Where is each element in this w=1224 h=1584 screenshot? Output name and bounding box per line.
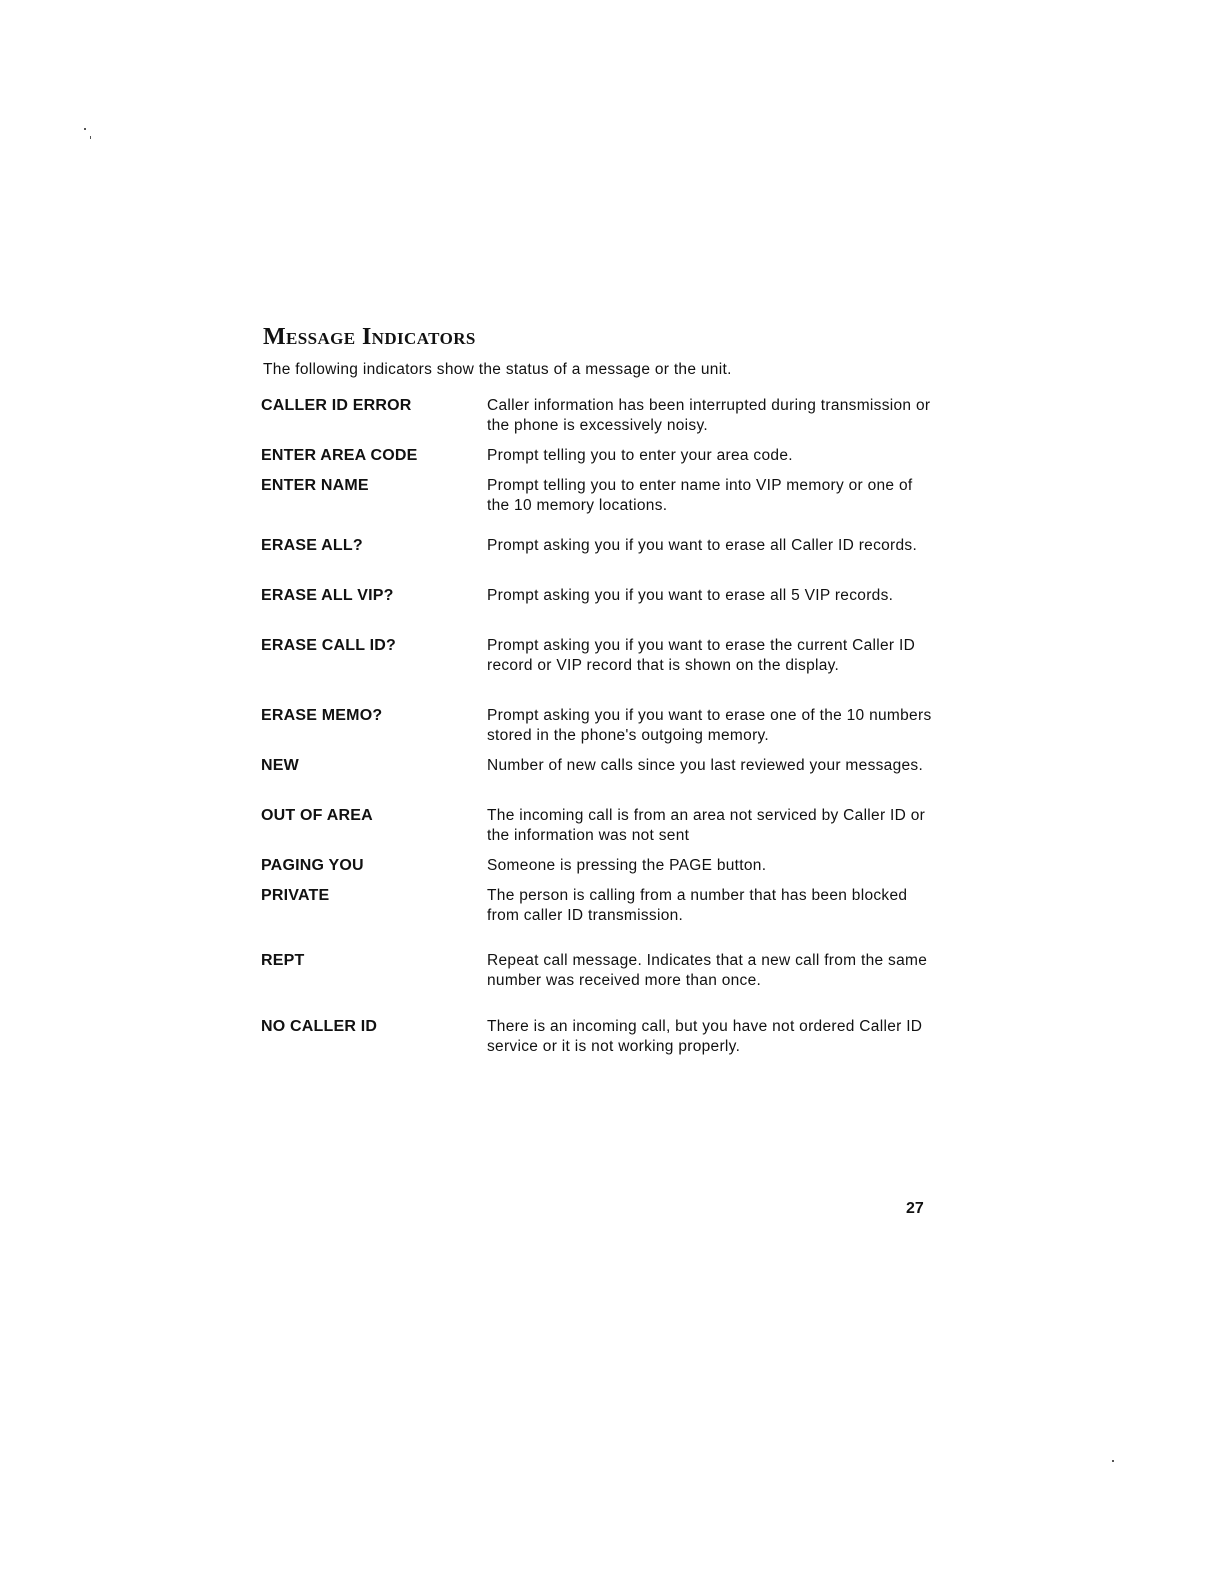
indicator-description: Prompt asking you if you want to erase the current Caller ID record or VIP record that is shown on the display. bbox=[487, 637, 916, 674]
indicator-name: ERASE ALL VIP? bbox=[261, 587, 394, 604]
indicator-name: ERASE CALL ID? bbox=[261, 637, 396, 654]
indicator-name: REPT bbox=[261, 952, 305, 969]
indicator-description: Prompt asking you if you want to erase all Caller ID records. bbox=[487, 537, 918, 554]
indicator-description: Prompt asking you if you want to erase one of the 10 numbers stored in the phone's outgoing memory. bbox=[487, 707, 932, 744]
indicator-name: PAGING YOU bbox=[261, 857, 364, 874]
indicator-description: Prompt telling you to enter name into VIP memory or one of the 10 memory locations. bbox=[487, 477, 913, 514]
indicator-name: NO CALLER ID bbox=[261, 1018, 378, 1035]
indicator-description: Repeat call message. Indicates that a new call from the same number was received more than once. bbox=[487, 952, 928, 989]
indicator-description: Someone is pressing the PAGE button. bbox=[487, 857, 767, 874]
indicator-name: ENTER AREA CODE bbox=[261, 447, 418, 464]
indicator-name: PRIVATE bbox=[261, 887, 330, 904]
indicator-description: There is an incoming call, but you have not ordered Caller ID service or it is not working properly. bbox=[487, 1018, 923, 1055]
indicator-name: ERASE MEMO? bbox=[261, 707, 383, 724]
indicator-description: The incoming call is from an area not serviced by Caller ID or the information was not sent bbox=[487, 807, 926, 844]
indicator-name: OUT OF AREA bbox=[261, 807, 373, 824]
indicator-name: ERASE ALL? bbox=[261, 537, 363, 554]
indicator-name: CALLER ID ERROR bbox=[261, 397, 412, 414]
indicator-description: Prompt asking you if you want to erase all 5 VIP records. bbox=[487, 587, 894, 604]
scan-speck bbox=[90, 136, 91, 139]
indicator-name: NEW bbox=[261, 757, 299, 774]
scan-speck bbox=[84, 128, 86, 130]
page-title: Message Indicators bbox=[263, 324, 476, 350]
indicator-name: ENTER NAME bbox=[261, 477, 369, 494]
indicator-description: The person is calling from a number that has been blocked from caller ID transmission. bbox=[487, 887, 908, 924]
page-number: 27 bbox=[906, 1200, 924, 1217]
scan-speck bbox=[1112, 1460, 1114, 1462]
indicator-description: Caller information has been interrupted during transmission or the phone is excessively noisy. bbox=[487, 397, 931, 434]
indicator-description: Prompt telling you to enter your area code. bbox=[487, 447, 793, 464]
indicator-description: Number of new calls since you last reviewed your messages. bbox=[487, 757, 924, 774]
intro-text: The following indicators show the status of a message or the unit. bbox=[263, 361, 732, 378]
